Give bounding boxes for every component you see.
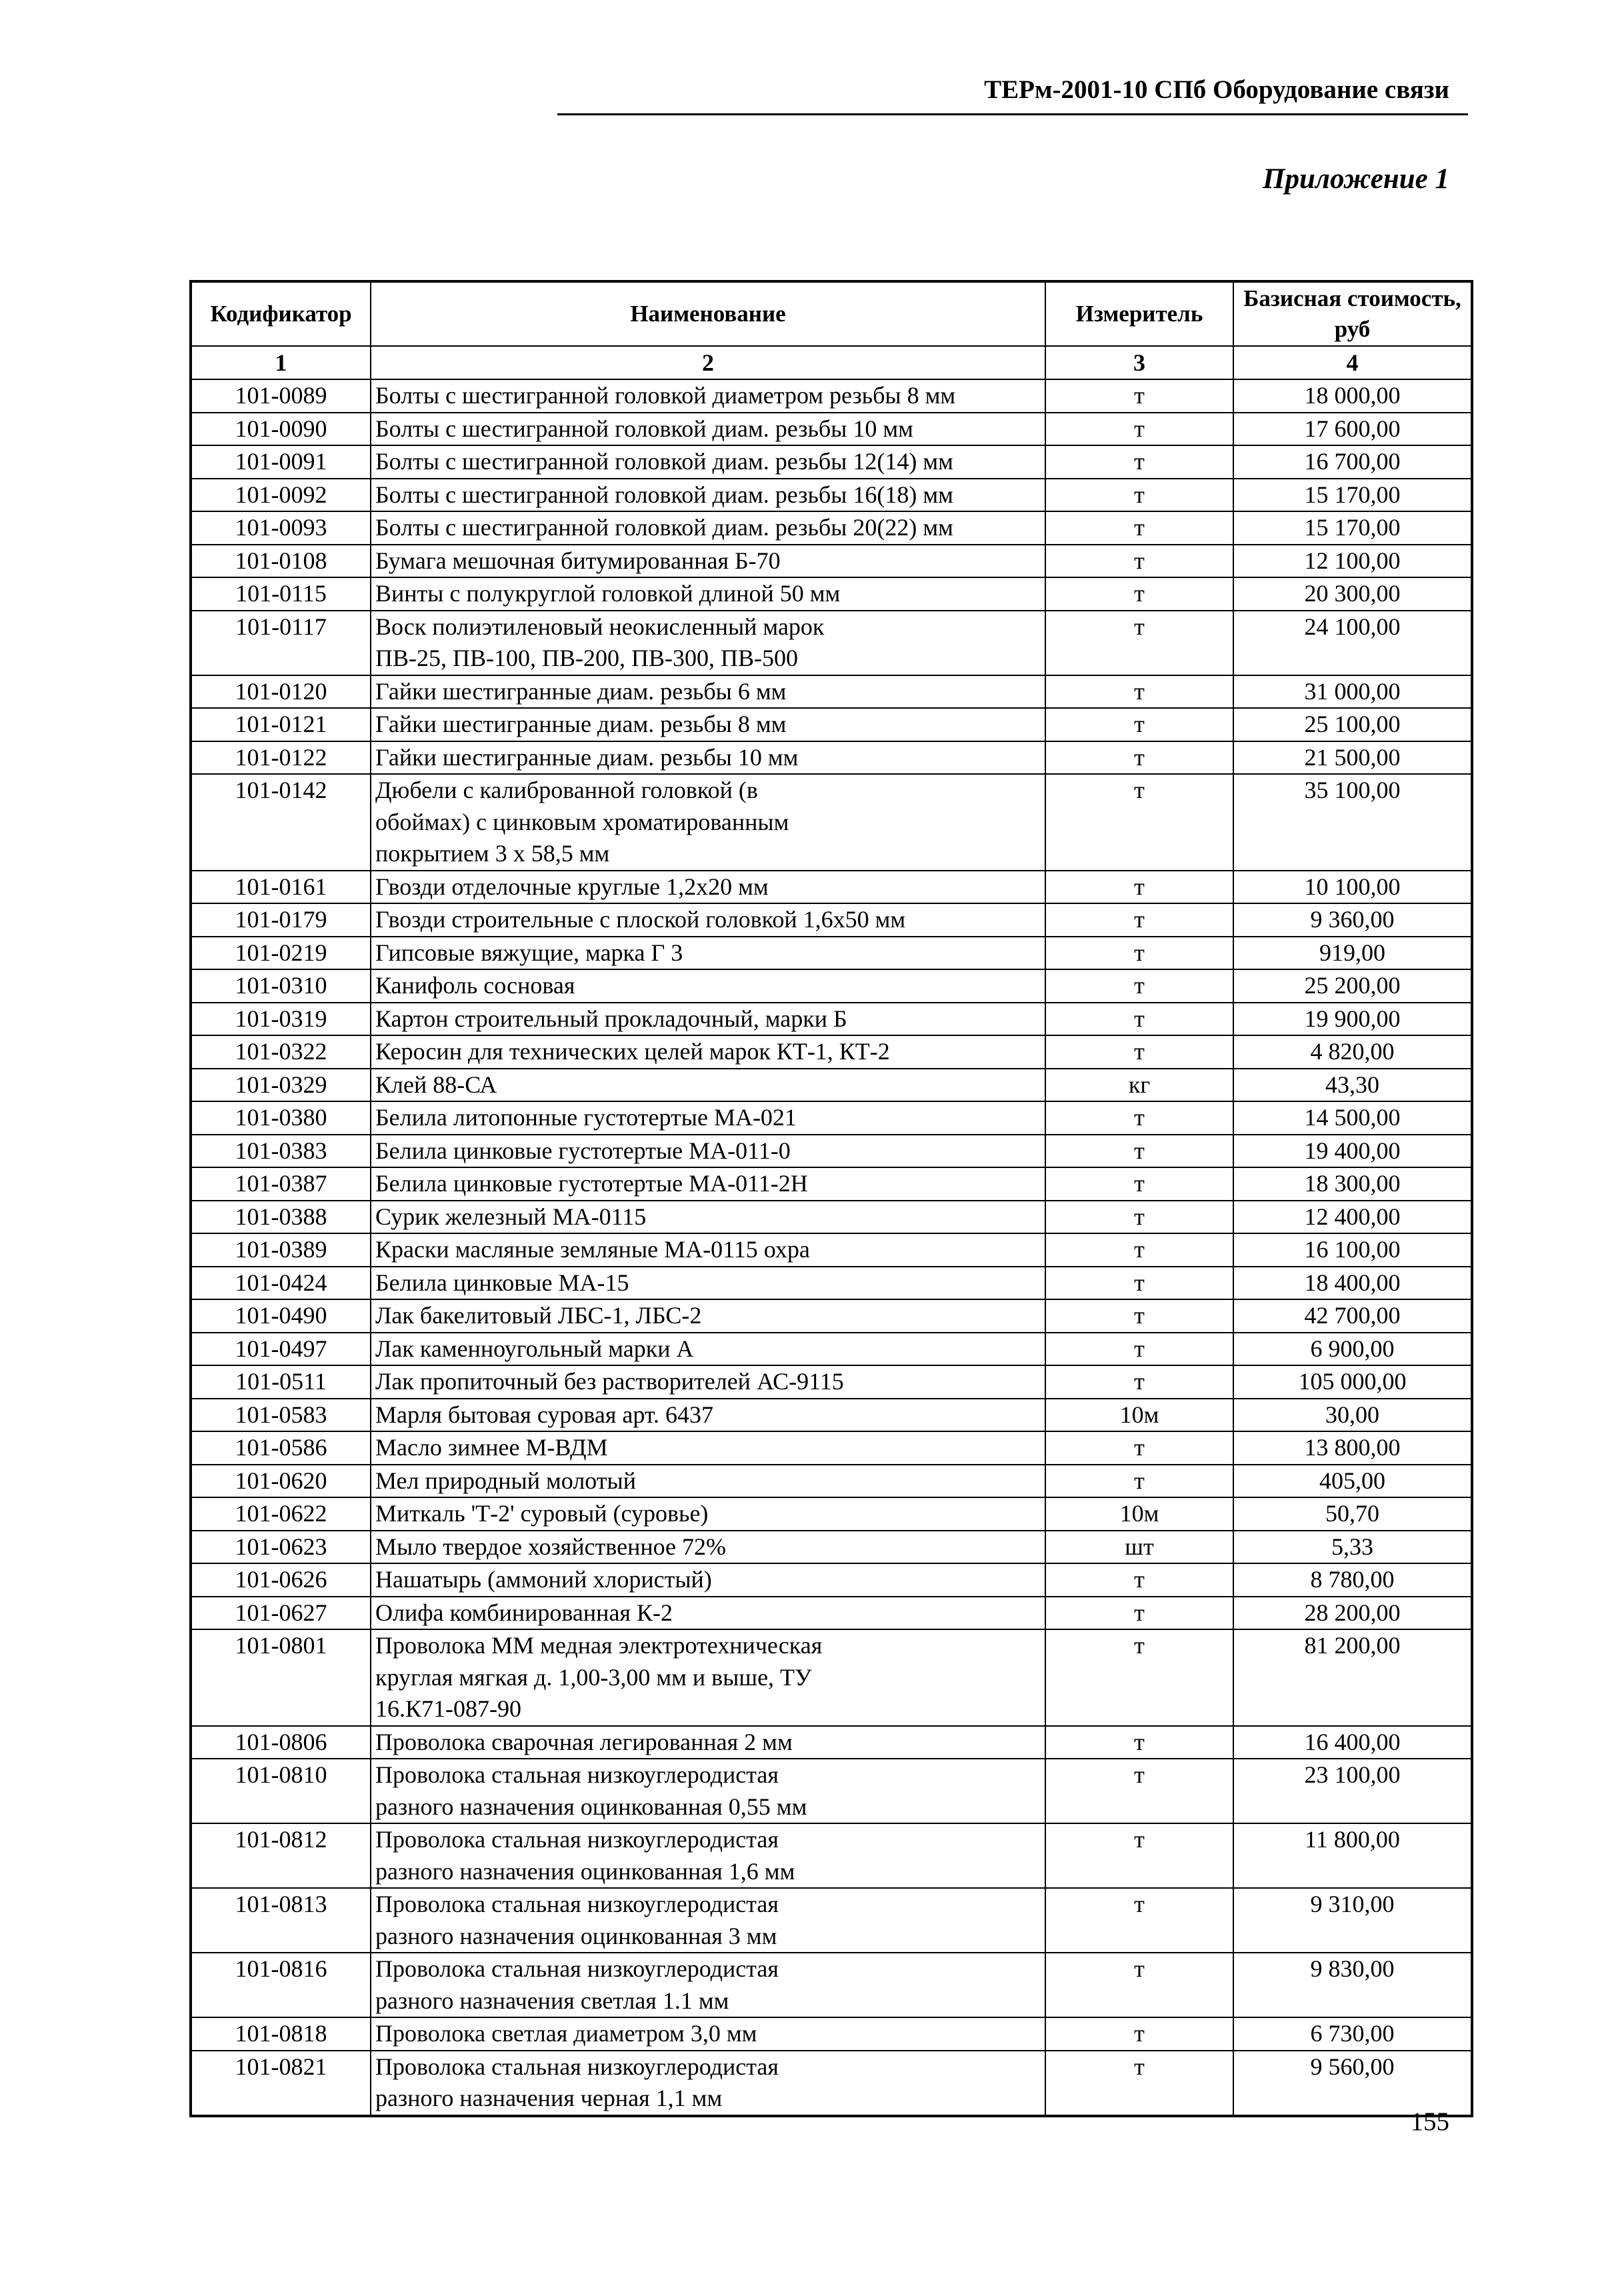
cell-unit: т	[1045, 1563, 1233, 1597]
cell-name	[371, 871, 1045, 904]
table-row	[191, 1823, 1472, 1888]
cell-name-line: Лак каменноугольный марки А	[375, 1335, 694, 1362]
table-row	[191, 1629, 1472, 1726]
cell-name	[371, 1497, 1045, 1531]
cell-name-line: Проволока светлая диаметром 3,0 мм	[375, 2020, 757, 2047]
cell-name	[371, 741, 1045, 775]
table-row	[191, 1726, 1472, 1759]
cell-name	[371, 1101, 1045, 1135]
cell-cost: 31 000,00	[1233, 675, 1472, 709]
column-header-code: Кодификатор	[191, 281, 371, 346]
cell-unit: т	[1045, 1888, 1233, 1953]
cell-name-line: Белила цинковые МА-15	[375, 1269, 629, 1296]
cell-name	[371, 1629, 1045, 1726]
cell-name-line: обоймах) с цинковым хроматированным	[375, 808, 789, 835]
cell-name-line: Проволока стальная низкоуглеродистая	[375, 1955, 779, 1982]
cell-cost: 14 500,00	[1233, 1101, 1472, 1135]
table-row	[191, 708, 1472, 741]
cell-unit: т	[1045, 1629, 1233, 1726]
cell-code: 101-0623	[191, 1531, 371, 1564]
cell-code: 101-0583	[191, 1399, 371, 1432]
cell-code: 101-0329	[191, 1069, 371, 1102]
cell-unit: т	[1045, 1233, 1233, 1267]
cell-name	[371, 1888, 1045, 1953]
cell-cost: 42 700,00	[1233, 1299, 1472, 1333]
cell-cost: 12 100,00	[1233, 545, 1472, 578]
cell-code: 101-0806	[191, 1726, 371, 1759]
cell-unit: т	[1045, 1003, 1233, 1036]
cell-code: 101-0121	[191, 708, 371, 741]
cell-name-line: Болты с шестигранной головкой диам. резьбы 12(14) мм	[375, 448, 953, 475]
cell-name-line: Гайки шестигранные диам. резьбы 10 мм	[375, 743, 799, 771]
cell-name-line: Лак пропиточный без растворителей АС-9115	[375, 1368, 844, 1395]
cell-code: 101-0821	[191, 2051, 371, 2116]
cell-cost: 30,00	[1233, 1399, 1472, 1432]
cell-name	[371, 1431, 1045, 1465]
cell-name-line: Мыло твердое хозяйственное 72%	[375, 1533, 727, 1560]
cell-name-line: разного назначения оцинкованная 0,55 мм	[375, 1793, 807, 1820]
cell-name	[371, 1135, 1045, 1168]
cell-code: 101-0816	[191, 1953, 371, 2017]
cell-name-line: Проволока стальная низкоуглеродистая	[375, 1891, 779, 1917]
cell-name-line: Белила цинковые густотертые МА-011-2Н	[375, 1170, 808, 1197]
cell-cost: 25 100,00	[1233, 708, 1472, 741]
cell-code: 101-0108	[191, 545, 371, 578]
cell-unit: т	[1045, 2017, 1233, 2051]
cell-name-line: разного назначения светлая 1.1 мм	[375, 1987, 729, 2014]
cell-code: 101-0089	[191, 379, 371, 413]
cell-name	[371, 1759, 1045, 1823]
header-rule	[557, 113, 1468, 115]
table-row	[191, 1888, 1472, 1953]
cell-unit: шт	[1045, 1531, 1233, 1564]
cell-code: 101-0179	[191, 903, 371, 937]
table-row	[191, 1953, 1472, 2017]
cell-cost: 15 170,00	[1233, 511, 1472, 545]
cell-cost: 23 100,00	[1233, 1759, 1472, 1823]
table-body	[191, 379, 1472, 2116]
cell-name	[371, 1953, 1045, 2017]
cell-name	[371, 1823, 1045, 1888]
cell-code: 101-0142	[191, 774, 371, 871]
cell-cost: 17 600,00	[1233, 413, 1472, 446]
cell-name-line: Канифоль сосновая	[375, 972, 575, 999]
cell-unit: т	[1045, 1365, 1233, 1399]
table-row	[191, 741, 1472, 775]
cell-unit: т	[1045, 903, 1233, 937]
cell-code: 101-0161	[191, 871, 371, 904]
table-row	[191, 1759, 1472, 1823]
table-row	[191, 1365, 1472, 1399]
cell-cost: 919,00	[1233, 937, 1472, 970]
cell-unit: т	[1045, 1299, 1233, 1333]
cell-cost: 50,70	[1233, 1497, 1472, 1531]
cell-name	[371, 1465, 1045, 1498]
cell-unit: т	[1045, 1035, 1233, 1069]
cell-code: 101-0093	[191, 511, 371, 545]
cell-name	[371, 1531, 1045, 1564]
column-number: 1	[191, 346, 371, 379]
cell-name-line: разного назначения оцинкованная 3 мм	[375, 1922, 777, 1949]
cell-name-line: Болты с шестигранной головкой диаметром резьбы 8 мм	[375, 382, 956, 409]
cell-name-line: Миткаль 'Т-2' суровый (суровье)	[375, 1500, 709, 1527]
cell-cost: 4 820,00	[1233, 1035, 1472, 1069]
cell-unit: т	[1045, 1465, 1233, 1498]
cell-name	[371, 1201, 1045, 1234]
cell-unit: т	[1045, 577, 1233, 611]
cell-cost: 25 200,00	[1233, 969, 1472, 1003]
cell-code: 101-0122	[191, 741, 371, 775]
table-row	[191, 413, 1472, 446]
column-header-unit: Измеритель	[1045, 281, 1233, 346]
cell-cost: 9 560,00	[1233, 2051, 1472, 2116]
cell-unit: 10м	[1045, 1399, 1233, 1432]
cell-unit: т	[1045, 1167, 1233, 1201]
column-number: 2	[371, 346, 1045, 379]
cell-code: 101-0092	[191, 479, 371, 512]
cell-name-line: круглая мягкая д. 1,00-3,00 мм и выше, ТУ	[375, 1663, 812, 1691]
column-header-cost: Базисная стоимость, руб	[1233, 281, 1472, 346]
cell-code: 101-0115	[191, 577, 371, 611]
cell-code: 101-0117	[191, 611, 371, 675]
table-row	[191, 545, 1472, 578]
cell-code: 101-0310	[191, 969, 371, 1003]
cell-name-line: Картон строительный прокладочный, марки Б	[375, 1005, 847, 1032]
cell-name	[371, 479, 1045, 512]
cell-name-line: Гайки шестигранные диам. резьбы 8 мм	[375, 711, 787, 737]
cell-cost: 10 100,00	[1233, 871, 1472, 904]
table-row	[191, 2017, 1472, 2051]
cell-name-line: Болты с шестигранной головкой диам. резьбы 10 мм	[375, 415, 913, 442]
table-row	[191, 479, 1472, 512]
cell-unit: т	[1045, 1953, 1233, 2017]
cell-cost: 6 730,00	[1233, 2017, 1472, 2051]
cell-name-line: Проволока стальная низкоуглеродистая	[375, 2053, 779, 2080]
cell-code: 101-0322	[191, 1035, 371, 1069]
table-row	[191, 903, 1472, 937]
cell-code: 101-0620	[191, 1465, 371, 1498]
cell-cost: 13 800,00	[1233, 1431, 1472, 1465]
cell-cost: 81 200,00	[1233, 1629, 1472, 1726]
cell-name-line: Мел природный молотый	[375, 1467, 636, 1494]
page-header-title: ТЕРм-2001-10 СПб Оборудование связи	[984, 75, 1449, 104]
cell-unit: т	[1045, 675, 1233, 709]
cell-unit: т	[1045, 1267, 1233, 1300]
cell-name	[371, 708, 1045, 741]
cell-code: 101-0389	[191, 1233, 371, 1267]
cell-name-line: ПВ-25, ПВ-100, ПВ-200, ПВ-300, ПВ-500	[375, 645, 798, 671]
cell-unit: т	[1045, 413, 1233, 446]
cell-name-line: Проволока сварочная легированная 2 мм	[375, 1728, 793, 1755]
cell-unit: т	[1045, 1201, 1233, 1234]
column-number-row	[191, 346, 1472, 379]
cell-cost: 405,00	[1233, 1465, 1472, 1498]
cell-name-line: Лак бакелитовый ЛБС-1, ЛБС-2	[375, 1302, 702, 1329]
cell-code: 101-0091	[191, 445, 371, 479]
cell-code: 101-0424	[191, 1267, 371, 1300]
cell-name	[371, 379, 1045, 413]
cell-cost: 15 170,00	[1233, 479, 1472, 512]
cell-name	[371, 774, 1045, 871]
cell-name	[371, 969, 1045, 1003]
cell-name	[371, 413, 1045, 446]
cell-cost: 28 200,00	[1233, 1597, 1472, 1630]
cell-unit: т	[1045, 1431, 1233, 1465]
cell-unit: т	[1045, 1823, 1233, 1888]
cell-code: 101-0497	[191, 1333, 371, 1366]
cell-unit: т	[1045, 1726, 1233, 1759]
cell-name-line: Гвозди отделочные круглые 1,2х20 мм	[375, 873, 769, 900]
cell-name	[371, 1365, 1045, 1399]
table-row	[191, 774, 1472, 871]
cell-name	[371, 2051, 1045, 2116]
cell-cost: 9 310,00	[1233, 1888, 1472, 1953]
table-header-row	[191, 281, 1472, 346]
cell-name-line: Сурик железный МА-0115	[375, 1203, 647, 1230]
cell-name	[371, 1333, 1045, 1366]
cell-name-line: Клей 88-СА	[375, 1071, 497, 1098]
table-row	[191, 1465, 1472, 1498]
cell-name-line: Болты с шестигранной головкой диам. резьбы 16(18) мм	[375, 481, 953, 508]
column-number: 4	[1233, 346, 1472, 379]
cell-cost: 8 780,00	[1233, 1563, 1472, 1597]
table-row	[191, 1201, 1472, 1234]
cell-unit: т	[1045, 379, 1233, 413]
table-row	[191, 611, 1472, 675]
cell-cost: 43,30	[1233, 1069, 1472, 1102]
table-row	[191, 1399, 1472, 1432]
cell-name	[371, 903, 1045, 937]
cell-cost: 19 900,00	[1233, 1003, 1472, 1036]
table-row	[191, 577, 1472, 611]
table-row	[191, 379, 1472, 413]
cell-cost: 16 400,00	[1233, 1726, 1472, 1759]
cell-cost: 21 500,00	[1233, 741, 1472, 775]
cell-unit: т	[1045, 1333, 1233, 1366]
cell-name	[371, 577, 1045, 611]
cell-unit: т	[1045, 611, 1233, 675]
cell-cost: 5,33	[1233, 1531, 1472, 1564]
cell-name-line: Винты с полукруглой головкой длиной 50 мм	[375, 580, 841, 607]
cell-name	[371, 545, 1045, 578]
cell-cost: 6 900,00	[1233, 1333, 1472, 1366]
cell-name-line: разного назначения оцинкованная 1,6 мм	[375, 1857, 795, 1885]
cell-name	[371, 1399, 1045, 1432]
cell-unit: кг	[1045, 1069, 1233, 1102]
cell-code: 101-0380	[191, 1101, 371, 1135]
cell-name	[371, 611, 1045, 675]
cell-unit: 10м	[1045, 1497, 1233, 1531]
cell-unit: т	[1045, 2051, 1233, 2116]
cell-name	[371, 1035, 1045, 1069]
cell-unit: т	[1045, 1101, 1233, 1135]
cell-unit: т	[1045, 1597, 1233, 1630]
cell-name-line: разного назначения черная 1,1 мм	[375, 2085, 723, 2111]
price-table	[189, 280, 1473, 2117]
cell-name	[371, 2017, 1045, 2051]
cell-code: 101-0801	[191, 1629, 371, 1726]
cell-cost: 24 100,00	[1233, 611, 1472, 675]
cell-name-line: Проволока ММ медная электротехническая	[375, 1632, 823, 1659]
table-row	[191, 1333, 1472, 1366]
table-row	[191, 1101, 1472, 1135]
cell-cost: 19 400,00	[1233, 1135, 1472, 1168]
appendix-label: Приложение 1	[1263, 163, 1449, 195]
cell-name-line: Гвозди строительные с плоской головкой 1,6х50 мм	[375, 906, 906, 933]
cell-code: 101-0627	[191, 1597, 371, 1630]
cell-name-line: Гайки шестигранные диам. резьбы 6 мм	[375, 677, 787, 705]
cell-name	[371, 675, 1045, 709]
table-row	[191, 1267, 1472, 1300]
cell-unit: т	[1045, 969, 1233, 1003]
cell-name-line: Белила литопонные густотертые МА-021	[375, 1104, 797, 1131]
cell-name	[371, 1003, 1045, 1036]
cell-code: 101-0818	[191, 2017, 371, 2051]
cell-unit: т	[1045, 871, 1233, 904]
table-row	[191, 1597, 1472, 1630]
cell-code: 101-0319	[191, 1003, 371, 1036]
cell-unit: т	[1045, 1135, 1233, 1168]
table-row	[191, 937, 1472, 970]
cell-name	[371, 445, 1045, 479]
table-row	[191, 1167, 1472, 1201]
cell-cost: 18 400,00	[1233, 1267, 1472, 1300]
column-number: 3	[1045, 346, 1233, 379]
cell-code: 101-0388	[191, 1201, 371, 1234]
cell-name	[371, 1267, 1045, 1300]
cell-cost: 35 100,00	[1233, 774, 1472, 871]
cell-name-line: Гипсовые вяжущие, марка Г 3	[375, 939, 683, 966]
table-row	[191, 511, 1472, 545]
cell-unit: т	[1045, 741, 1233, 775]
table-row	[191, 1233, 1472, 1267]
cell-unit: т	[1045, 774, 1233, 871]
cell-name-line: Болты с шестигранной головкой диам. резьбы 20(22) мм	[375, 514, 953, 541]
table-row	[191, 1003, 1472, 1036]
cell-code: 101-0387	[191, 1167, 371, 1201]
cell-unit: т	[1045, 937, 1233, 970]
cell-name-line: 16.К71-087-90	[375, 1695, 521, 1722]
cell-code: 101-0812	[191, 1823, 371, 1888]
page-number: 155	[1410, 2107, 1449, 2136]
cell-name-line: Краски масляные земляные МА-0115 охра	[375, 1236, 810, 1263]
cell-code: 101-0383	[191, 1135, 371, 1168]
cell-cost: 11 800,00	[1233, 1823, 1472, 1888]
cell-name	[371, 511, 1045, 545]
cell-name-line: Проволока стальная низкоуглеродистая	[375, 1826, 779, 1853]
table-row	[191, 1035, 1472, 1069]
cell-name	[371, 1563, 1045, 1597]
cell-code: 101-0586	[191, 1431, 371, 1465]
table-row	[191, 1563, 1472, 1597]
cell-cost: 105 000,00	[1233, 1365, 1472, 1399]
cell-name-line: Бумага мешочная битумированная Б-70	[375, 547, 781, 574]
cell-name-line: Олифа комбинированная К-2	[375, 1599, 673, 1626]
table-row	[191, 2051, 1472, 2116]
cell-name-line: Масло зимнее М-ВДМ	[375, 1434, 608, 1461]
cell-code: 101-0120	[191, 675, 371, 709]
cell-name-line: Проволока стальная низкоуглеродистая	[375, 1761, 779, 1788]
cell-code: 101-0090	[191, 413, 371, 446]
cell-cost: 20 300,00	[1233, 577, 1472, 611]
cell-name-line: Воск полиэтиленовый неокисленный марок	[375, 613, 825, 640]
table-row	[191, 871, 1472, 904]
cell-code: 101-0626	[191, 1563, 371, 1597]
cell-name	[371, 1167, 1045, 1201]
table-row	[191, 445, 1472, 479]
table-row	[191, 1069, 1472, 1102]
cell-cost: 12 400,00	[1233, 1201, 1472, 1234]
cell-name	[371, 937, 1045, 970]
cell-unit: т	[1045, 479, 1233, 512]
cell-name-line: Нашатырь (аммоний хлористый)	[375, 1566, 712, 1593]
cell-name	[371, 1726, 1045, 1759]
cell-code: 101-0810	[191, 1759, 371, 1823]
cell-code: 101-0813	[191, 1888, 371, 1953]
cell-name	[371, 1233, 1045, 1267]
cell-name-line: Дюбели с калиброванной головкой (в	[375, 777, 758, 803]
cell-code: 101-0219	[191, 937, 371, 970]
table-row	[191, 675, 1472, 709]
cell-name-line: покрытием 3 х 58,5 мм	[375, 840, 610, 867]
cell-unit: т	[1045, 511, 1233, 545]
cell-unit: т	[1045, 1759, 1233, 1823]
cell-code: 101-0622	[191, 1497, 371, 1531]
cell-unit: т	[1045, 445, 1233, 479]
cell-cost: 18 000,00	[1233, 379, 1472, 413]
table-row	[191, 1431, 1472, 1465]
table-row	[191, 1531, 1472, 1564]
column-header-name: Наименование	[371, 281, 1045, 346]
cell-cost: 9 830,00	[1233, 1953, 1472, 2017]
cell-name-line: Керосин для технических целей марок КТ-1, КТ-2	[375, 1038, 890, 1065]
cell-cost: 18 300,00	[1233, 1167, 1472, 1201]
cell-name	[371, 1299, 1045, 1333]
table-row	[191, 1135, 1472, 1168]
cell-unit: т	[1045, 708, 1233, 741]
cell-name	[371, 1069, 1045, 1102]
cell-code: 101-0490	[191, 1299, 371, 1333]
cell-unit: т	[1045, 545, 1233, 578]
table-row	[191, 969, 1472, 1003]
cell-cost: 16 700,00	[1233, 445, 1472, 479]
cell-cost: 9 360,00	[1233, 903, 1472, 937]
cell-cost: 16 100,00	[1233, 1233, 1472, 1267]
cell-name-line: Марля бытовая суровая арт. 6437	[375, 1401, 713, 1428]
cell-name-line: Белила цинковые густотертые МА-011-0	[375, 1137, 791, 1164]
table-row	[191, 1497, 1472, 1531]
cell-name	[371, 1597, 1045, 1630]
cell-code: 101-0511	[191, 1365, 371, 1399]
table-row	[191, 1299, 1472, 1333]
